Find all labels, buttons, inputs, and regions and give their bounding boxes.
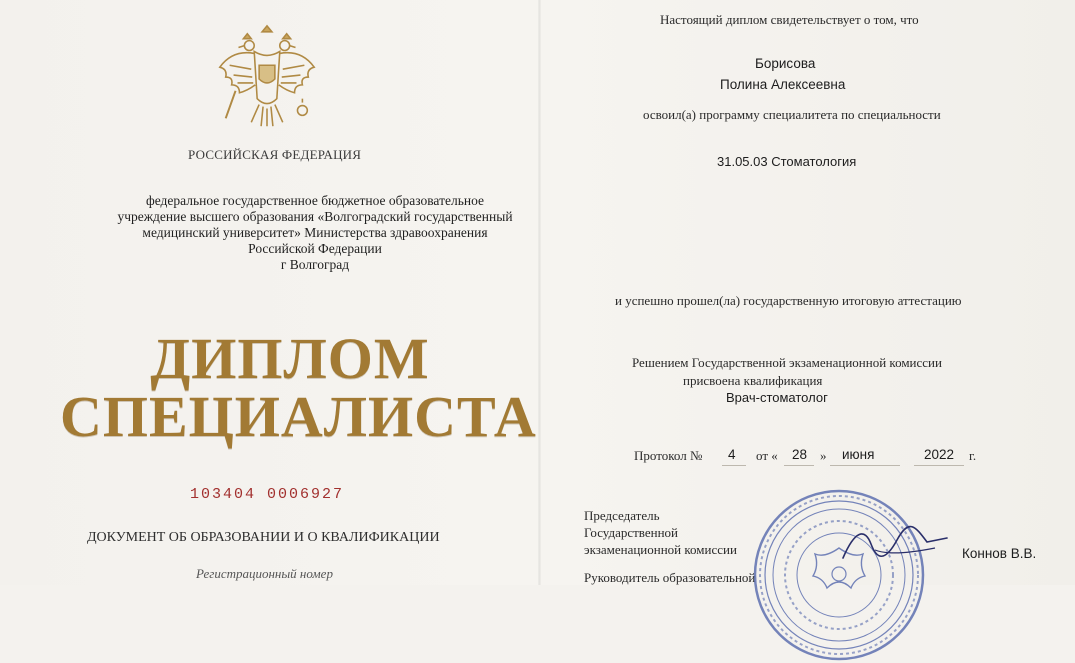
intro-text: Настоящий диплом свидетельствует о том, что	[660, 12, 919, 27]
institution-line: учреждение высшего образования «Волгоградский государственный	[117, 209, 513, 224]
underline	[914, 465, 964, 466]
institution-line: Российской Федерации	[248, 241, 382, 256]
chair-name: Коннов В.В.	[962, 546, 1037, 561]
graduate-given-names: Полина Алексеевна	[720, 77, 846, 92]
document-kind: ДОКУМЕНТ ОБ ОБРАЗОВАНИИ И О КВАЛИФИКАЦИИ	[87, 530, 440, 545]
commission-line1: Решением Государственной экзаменационной комиссии	[632, 355, 942, 370]
head-line1: Руководитель образовательной	[584, 570, 756, 585]
chair-line3: экзаменационной комиссии	[584, 542, 737, 557]
attestation-text: и успешно прошел(ла) государственную итоговую аттестацию	[615, 293, 962, 308]
protocol-label: Протокол №	[634, 448, 703, 463]
underline	[830, 465, 900, 466]
program-text: освоил(а) программу специалитета по специальности	[643, 107, 941, 122]
handwritten-signature	[835, 520, 955, 570]
country-caption: РОССИЙСКАЯ ФЕДЕРАЦИЯ	[188, 147, 362, 162]
protocol-day: 28	[792, 447, 808, 462]
chair-line1: Председатель	[584, 508, 660, 523]
diploma-title-line1: ДИПЛОМ	[150, 326, 430, 391]
underline	[722, 465, 746, 466]
diploma-title-line2: СПЕЦИАЛИСТА	[60, 384, 537, 449]
protocol-close-quote: »	[820, 448, 827, 463]
protocol-month: июня	[842, 447, 875, 462]
registration-label: Регистрационный номер	[196, 566, 333, 581]
round-stamp-icon	[752, 488, 927, 663]
protocol-from-label: от «	[756, 448, 778, 463]
specialty: 31.05.03 Стоматология	[717, 154, 857, 169]
protocol-number: 4	[728, 447, 736, 462]
underline	[784, 465, 814, 466]
chair-line2: Государственной	[584, 525, 679, 540]
commission-line2: присвоена квалификация	[683, 373, 823, 388]
double-headed-eagle-icon	[208, 20, 326, 138]
center-fold	[538, 0, 541, 585]
protocol-year: 2022	[924, 447, 955, 462]
serial-number: 103404 0006927	[190, 486, 345, 503]
qualification: Врач-стоматолог	[726, 390, 828, 405]
diploma-title	[60, 326, 537, 449]
institution-line: федеральное государственное бюджетное образовательное	[145, 193, 484, 208]
protocol-year-suffix: г.	[969, 448, 977, 463]
institution-name	[80, 193, 550, 273]
institution-line: г Волгоград	[280, 257, 350, 272]
institution-line: медицинский университет» Министерства здравоохранения	[142, 225, 488, 240]
graduate-surname: Борисова	[755, 56, 816, 71]
